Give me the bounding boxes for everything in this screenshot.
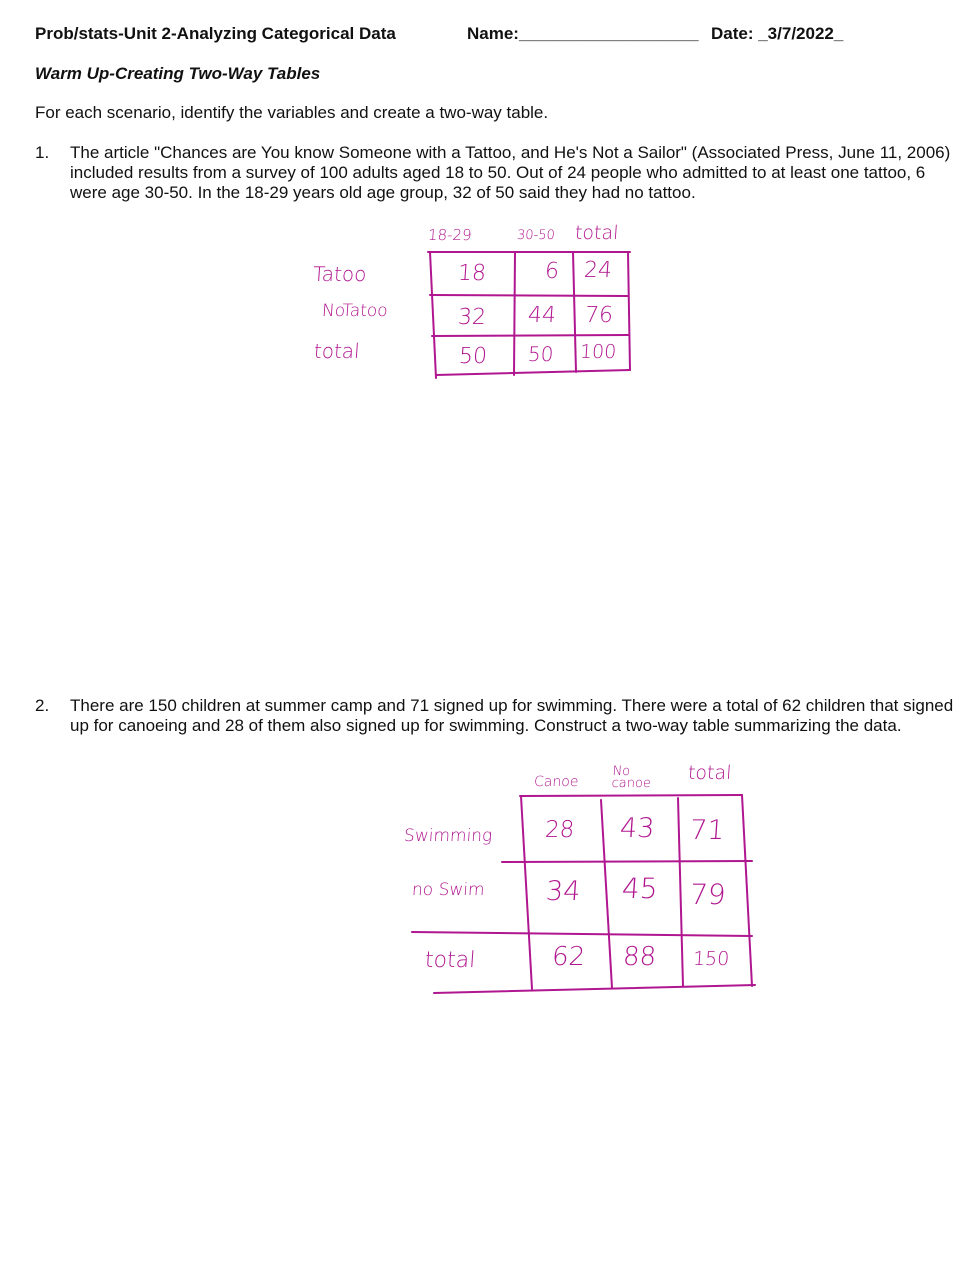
table-1-col-header: 18-29 <box>427 226 473 244</box>
name-field-label: Name:___________________ <box>467 24 699 43</box>
instructions: For each scenario, identify the variables and create a two-way table. <box>35 103 549 122</box>
table-2-col-header: total <box>687 762 733 784</box>
table-1-cell: 32 <box>457 305 487 330</box>
table-2-cell: 62 <box>550 942 587 972</box>
table-1-cell: 50 <box>527 342 555 366</box>
problem-1-text: The article "Chances are You know Someone with a Tattoo, and He's Not a Sailor" (Associated Press, June 11, 2006) included results from a survey of 100 adults aged 18 to 50. Out of 24 people who admitted to at least one tattoo, 6 were age 30-50. In the 18-29 years old age group, 32 of 50 said they had no tattoo. <box>70 143 951 202</box>
table-2-cell: 150 <box>692 948 731 970</box>
table-2-row-label: no Swim <box>411 880 486 900</box>
table-2-cell: 88 <box>621 942 658 972</box>
date-label: Date: _3/7/2022_ <box>711 24 844 43</box>
table-2-col-header: No canoe <box>611 764 652 791</box>
table-1-col-header: total <box>574 222 620 244</box>
course-title: Prob/stats-Unit 2-Analyzing Categorical Data <box>35 24 396 43</box>
problem-2-number: 2. <box>35 696 50 715</box>
worksheet-subtitle: Warm Up-Creating Two-Way Tables <box>35 64 321 83</box>
table-1-cell: 18 <box>457 261 487 286</box>
table-1-cell: 76 <box>584 303 614 328</box>
table-2-cell: 45 <box>620 872 659 905</box>
table-2-row-label: total <box>424 948 477 973</box>
table-1-row-label: Tatoo <box>312 262 368 286</box>
table-1-cell: 6 <box>544 259 560 284</box>
problem-2-text: There are 150 children at summer camp and 71 signed up for swimming. There were a total of 62 children that signed up for canoeing and 28 of them also signed up for swimming. Construct a two-way table summarizing the data. <box>70 696 954 735</box>
table-1-col-header: 30-50 <box>516 228 556 243</box>
table-2-cell: 79 <box>688 878 727 911</box>
table-2-col-header: Canoe <box>533 774 579 790</box>
table-1-row-label: total <box>313 339 361 363</box>
table-1-cell: 44 <box>527 303 557 328</box>
table-2-cell: 28 <box>544 817 576 843</box>
table-1-cell: 24 <box>583 258 613 283</box>
table-2-cell: 71 <box>688 815 726 846</box>
table-1-cell: 100 <box>579 341 618 363</box>
table-2-cell: 43 <box>618 813 656 844</box>
table-2-row-label: Swimming <box>403 826 493 846</box>
problem-1-number: 1. <box>35 143 50 162</box>
table-2-cell: 34 <box>544 876 582 907</box>
table-1-cell: 50 <box>458 344 488 369</box>
table-1-row-label: NoTatoo <box>321 301 389 321</box>
